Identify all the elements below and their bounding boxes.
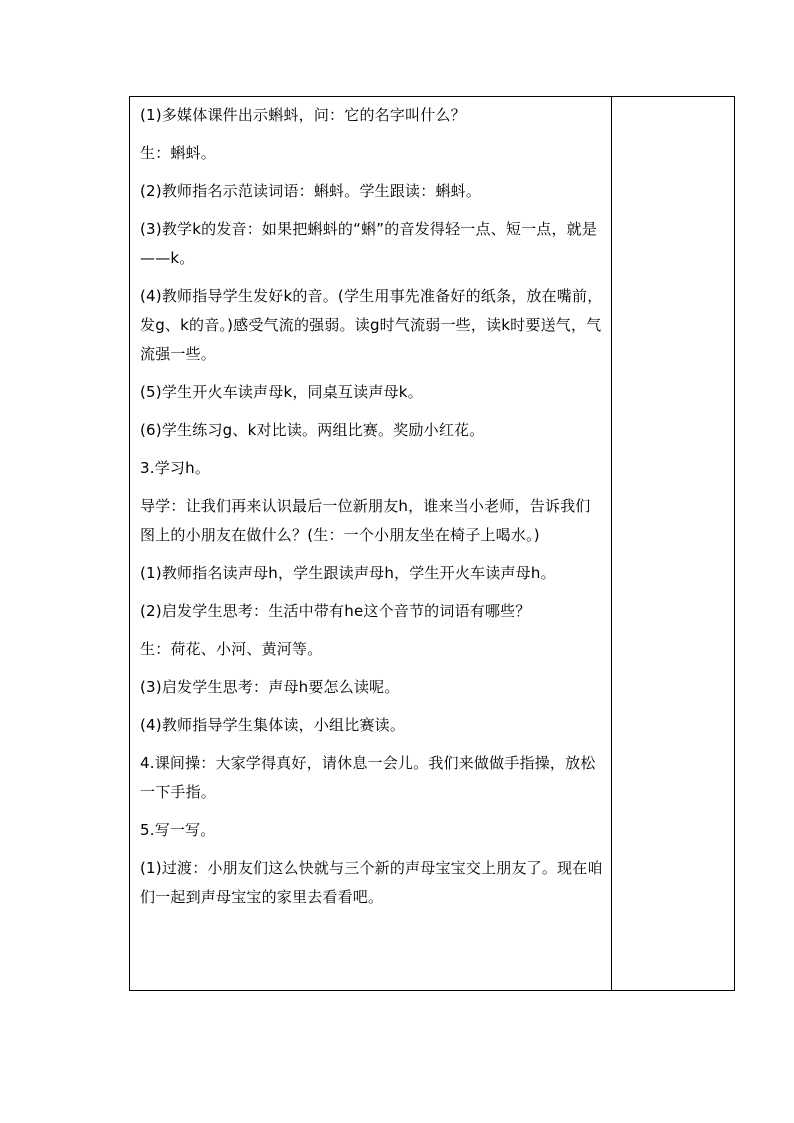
paragraph: (5)学生开火车读声母k，同桌互读声母k。 bbox=[140, 383, 423, 401]
paragraph: (3)启发学生思考：声母h要怎么读呢。 bbox=[140, 678, 400, 696]
paragraph: (3)教学k的发音：如果把蝌蚪的“蝌”的音发得轻一点、短一点，就是——k。 bbox=[140, 220, 598, 267]
section-heading: 5.写一写。 bbox=[140, 821, 216, 839]
paragraph: (1)多媒体课件出示蝌蚪，问：它的名字叫什么？ bbox=[140, 106, 466, 124]
paragraph: (1)过渡：小朋友们这么快就与三个新的声母宝宝交上朋友了。现在咱们一起到声母宝宝的家里去看看吧。 bbox=[140, 859, 603, 906]
paragraph: (2)启发学生思考：生活中带有he这个音节的词语有哪些？ bbox=[140, 602, 531, 620]
paragraph: 生：蝌蚪。 bbox=[140, 144, 217, 162]
paragraph: (6)学生练习g、k对比读。两组比赛。奖励小红花。 bbox=[140, 421, 485, 439]
paragraph: (1)教师指名读声母h，学生跟读声母h，学生开火车读声母h。 bbox=[140, 564, 556, 582]
lesson-content-cell bbox=[130, 97, 612, 990]
paragraph: 4.课间操：大家学得真好，请休息一会儿。我们来做做手指操，放松一下手指。 bbox=[140, 754, 596, 801]
notes-cell bbox=[612, 97, 734, 990]
section-heading: 3.学习h。 bbox=[140, 459, 211, 477]
paragraph: 导学：让我们再来认识最后一位新朋友h，谁来当小老师，告诉我们图上的小朋友在做什么？(生：一个小朋友坐在椅子上喝水。) bbox=[140, 497, 591, 544]
paragraph: (4)教师指导学生发好k的音。(学生用事先准备好的纸条，放在嘴前，发g、k的音。)感受气流的强弱。读g时气流弱一些，读k时要送气，气流强一些。 bbox=[140, 287, 603, 363]
lesson-table bbox=[129, 96, 735, 991]
paragraph: (2)教师指名示范读词语：蝌蚪。学生跟读：蝌蚪。 bbox=[140, 182, 482, 200]
paragraph: (4)教师指导学生集体读，小组比赛读。 bbox=[140, 716, 406, 734]
paragraph: 生：荷花、小河、黄河等。 bbox=[140, 640, 323, 658]
